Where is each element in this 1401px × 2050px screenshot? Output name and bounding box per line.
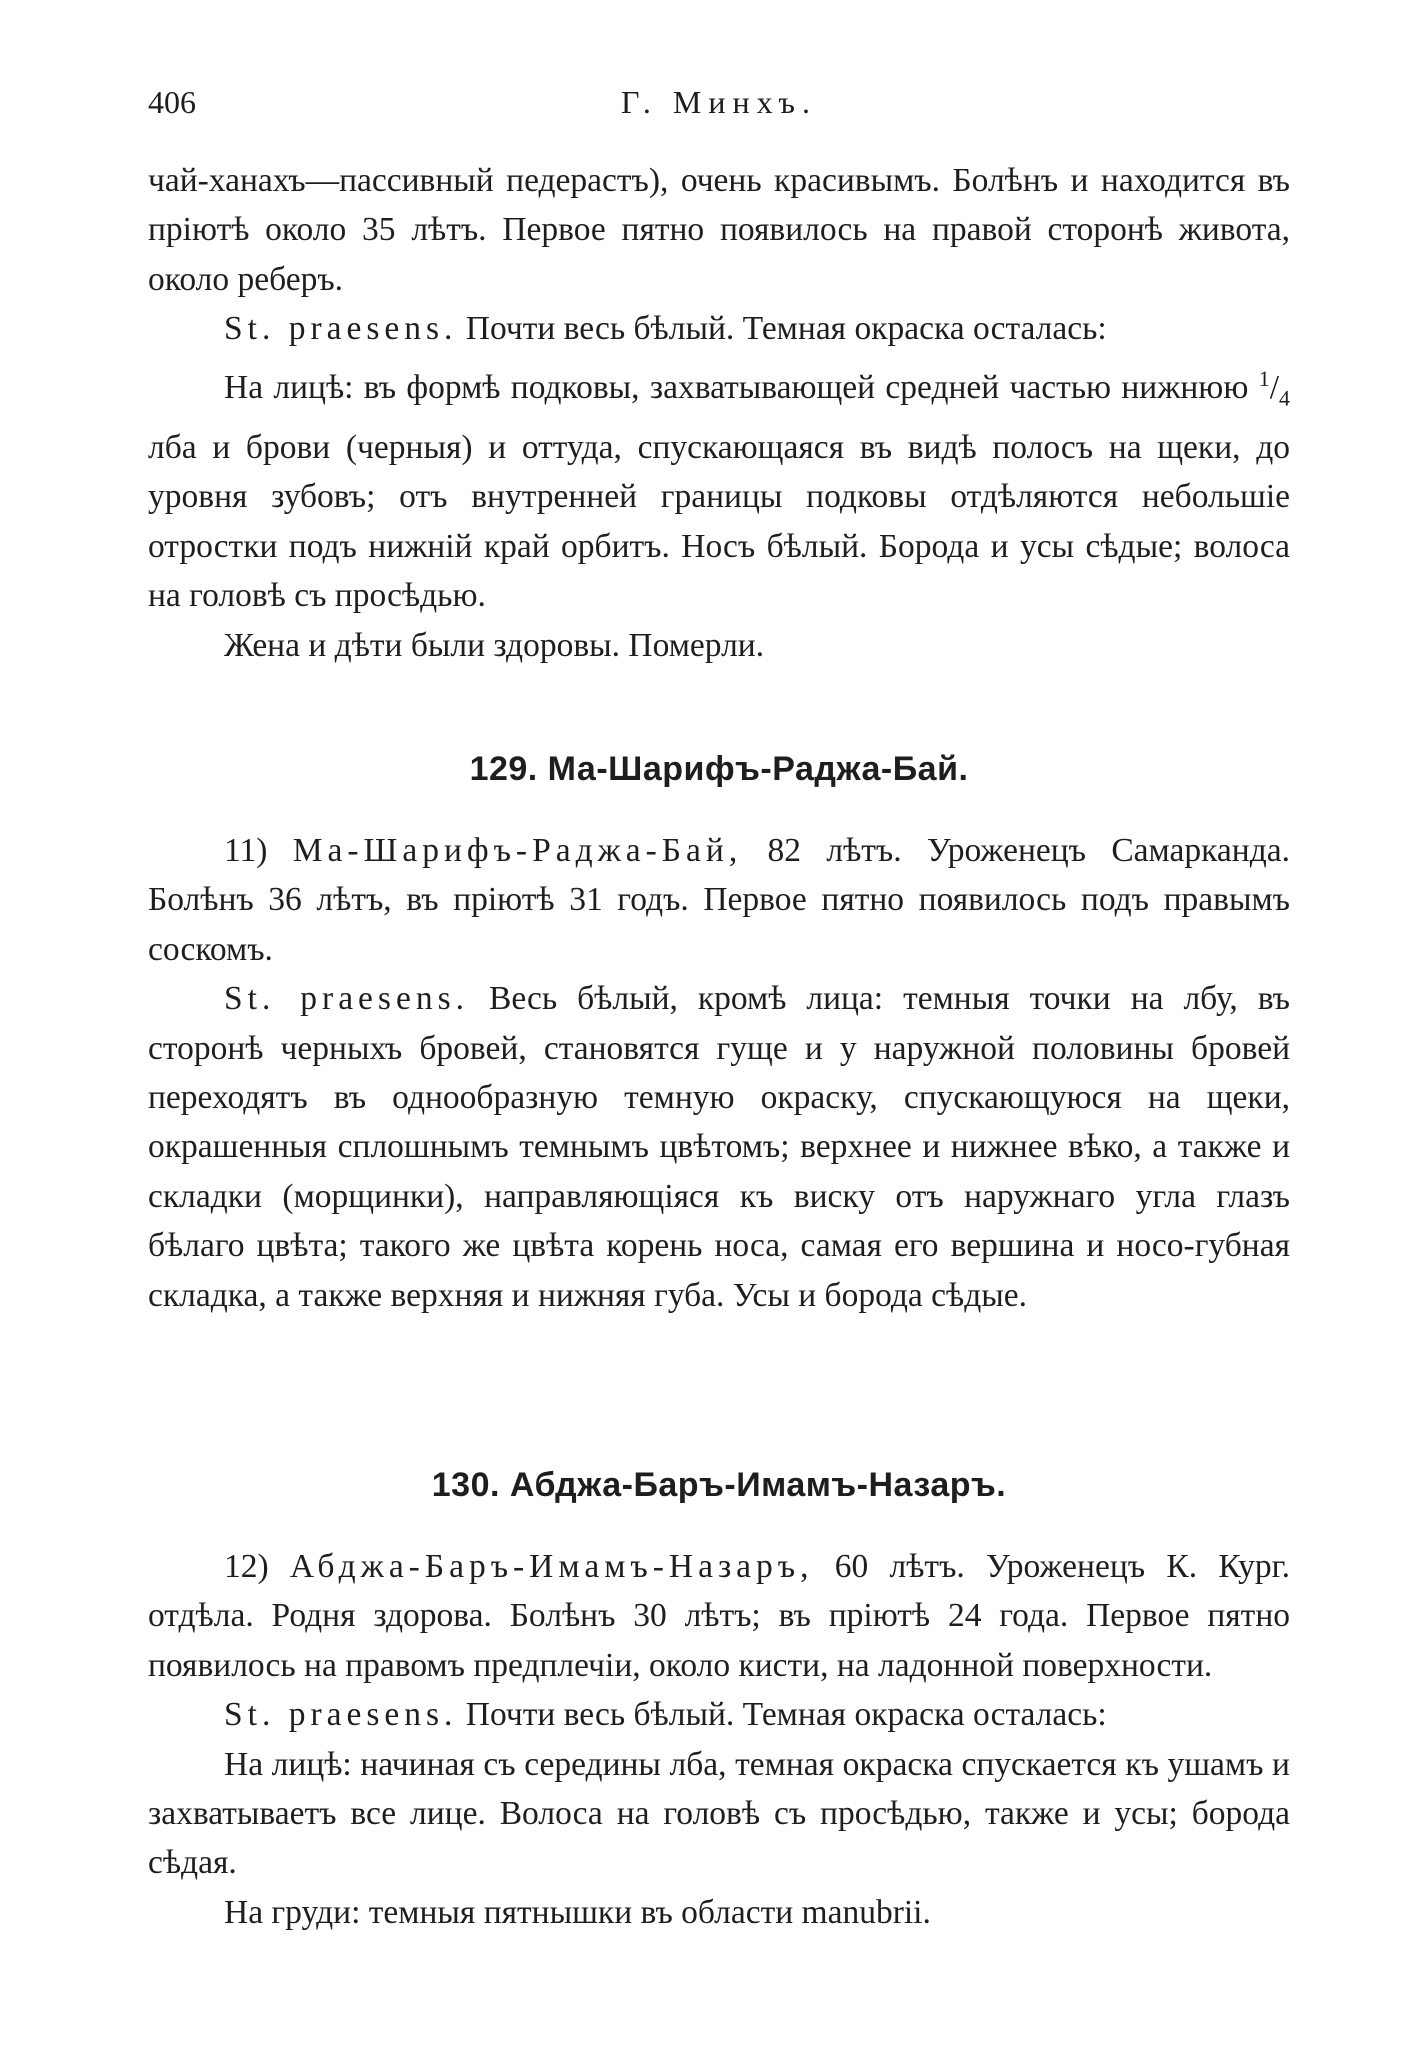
- running-head: Г. Минхъ.: [621, 84, 817, 120]
- paragraph-intro: [148, 826, 1290, 974]
- paragraph-text: лба и брови (черныя) и оттуда, спускающаяся въ видѣ полосъ на щеки, до уровня зубовъ; отъ внутренней границы подковы отдѣляются небольшіе отростки подъ нижній край орбитъ. Носъ бѣлый. Борода и усы сѣдые; волоса на головѣ съ просѣдью.: [148, 428, 1290, 615]
- page-number: 406: [148, 84, 196, 120]
- status-praesens-label: St. praesens.: [224, 310, 458, 348]
- paragraph-text: Весь бѣлый, кромѣ лица: темныя точки на лбу, въ сторонѣ черныхъ бровей, становятся гуще и у наружной половины бровей переходятъ въ однообразную темную окраску, спускающуюся на щеки, окрашенныя сплошнымъ темнымъ цвѣтомъ; верхнее и нижнее вѣко, а также и складки (морщинки), направляющіяся къ виску отъ наружнаго угла глазъ бѣлаго цвѣта; такого же цвѣта корень носа, самая его вершина и носо-губная складка, а также верхняя и нижняя губа. Усы и борода сѣдые.: [148, 980, 1290, 1314]
- paragraph: чай-ханахъ—пассивный педерастъ), очень красивымъ. Болѣнъ и находится въ пріютѣ около 35 лѣтъ. Первое пятно появилось на правой сторонѣ живота, около реберъ.: [148, 162, 1290, 298]
- fraction: $^1/_4$: [1258, 365, 1290, 411]
- section-heading-129: 129. Ма-Шарифъ-Раджа-Бай.: [469, 750, 969, 788]
- paragraph-face: На лицѣ: начиная съ середины лба, темная окраска спускается къ ушамъ и захватываетъ все лице. Волоса на головѣ съ просѣдью, также и усы; борода сѣдая.: [148, 1745, 1290, 1882]
- paragraph-intro: [148, 1542, 1290, 1690]
- paragraph-text: На лицѣ: въ формѣ подковы, захватывающей средней частью нижнюю: [224, 368, 1259, 406]
- paragraph-text: 60 лѣтъ. Уроженецъ К. Кург. отдѣла. Родня здорова. Болѣнъ 30 лѣтъ; въ пріютѣ 24 года. Первое пятно появилось на правомъ предплечіи, около кисти, на ладонной поверхности.: [148, 1548, 1290, 1684]
- patient-name: Абджа-Баръ-Имамъ-Назаръ,: [289, 1548, 814, 1585]
- section-heading-130: 130. Абджа-Баръ-Имамъ-Назаръ.: [431, 1466, 1007, 1504]
- page-header: [148, 84, 1290, 134]
- status-praesens-label: St. praesens.: [224, 980, 469, 1018]
- text-block-130: [148, 1542, 1290, 1937]
- text-block-continuation: [148, 156, 1290, 670]
- paragraph-text: Почти весь бѣлый. Темная окраска осталась:: [457, 1696, 1107, 1734]
- paragraph-text: 82 лѣтъ. Уроженецъ Самарканда. Болѣнъ 36 лѣтъ, въ пріютѣ 31 годъ. Первое пятно появилось подъ правымъ соскомъ.: [148, 832, 1290, 968]
- paragraph-status: [148, 974, 1290, 1320]
- paragraph-status: [148, 1690, 1290, 1739]
- fraction-numerator: 1: [1258, 365, 1270, 391]
- paragraph-face: [148, 354, 1290, 621]
- text-block-129: [148, 826, 1290, 1320]
- paragraph-text: Почти весь бѣлый. Темная окраска осталась:: [457, 310, 1107, 348]
- paragraph-status: [148, 304, 1290, 353]
- paragraph-chest: На груди: темныя пятнышки въ области manubrii.: [224, 1893, 931, 1931]
- case-number: 12): [224, 1548, 290, 1585]
- status-praesens-label: St. praesens.: [224, 1696, 458, 1734]
- case-number: 11): [224, 832, 293, 869]
- paragraph: Жена и дѣти были здоровы. Померли.: [224, 626, 765, 664]
- patient-name: Ма-Шарифъ-Раджа-Бай,: [292, 832, 743, 869]
- fraction-denominator: 4: [1279, 385, 1290, 411]
